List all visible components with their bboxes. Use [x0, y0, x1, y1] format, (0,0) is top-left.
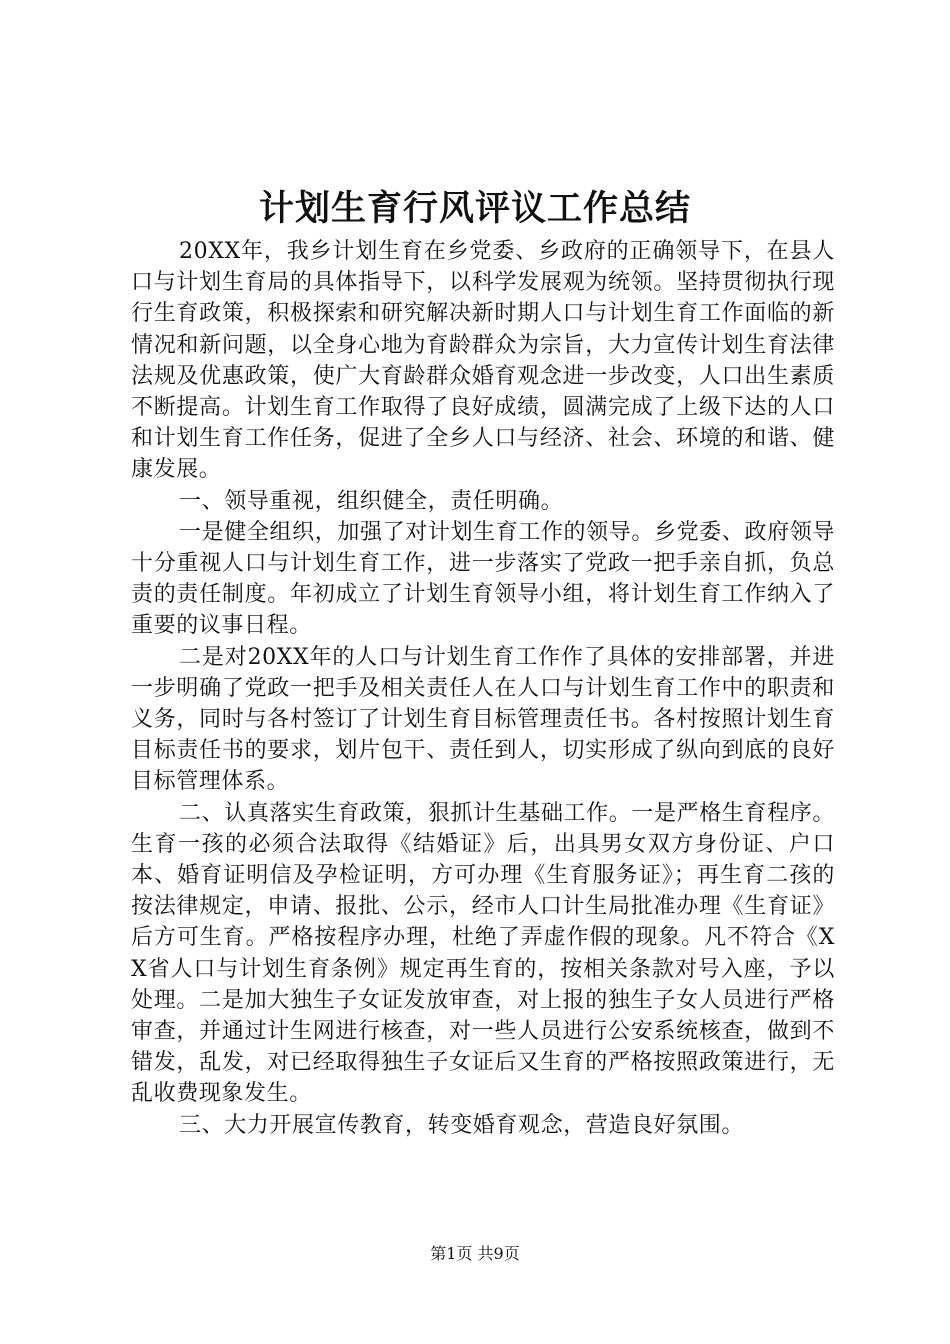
- document-title: 计划生育行风评议工作总结: [258, 188, 691, 229]
- paragraph-organization: 一是健全组织，加强了对计划生育工作的领导。乡党委、政府领导十分重视人口与计划生育工作，进一步落实了党政一把手亲自抓，负总责的责任制度。年初成立了计划生育领导小组，将计划生育工作纳入了重要的议事日程。: [131, 519, 835, 639]
- paragraph-intro: 20XX年，我乡计划生育在乡党委、乡政府的正确领导下，在县人口与计划生育局的具体指导下，以科学发展观为统领。坚持贯彻执行现行生育政策，积极探索和研究解决新时期人口与计划生育工作面临的新情况和新问题，以全身心地为育龄群众为宗旨，大力宣传计划生育法律法规及优惠政策，使广大育龄群众婚育观念进一步改变，人口出生素质不断提高。计划生育工作取得了良好成绩，圆满完成了上级下达的人口和计划生育工作任务，促进了全乡人口与经济、社会、环境的和谐、健康发展。: [131, 239, 835, 483]
- section-heading-1: 一、领导重视，组织健全，责任明确。: [179, 488, 564, 514]
- section-heading-2: 二、认真落实生育政策，狠抓计生基础工作。一是严格生育程序。生育一孩的必须合法取得《结婚证》后，出具男女双方身份证、户口本、婚育证明信及孕检证明，方可办理《生育服务证》；再生育二孩的按法律规定，申请、报批、公示，经市人口计生局批准办理《生育证》后方可生育。严格按程序办理，杜绝了弄虚作假的现象。凡不符合《XX省人口与计划生育条例》规定再生育的，按相关条款对号入座，予以处理。二是加大独生子女证发放审查，对上报的独生子女人员进行严格审查，并通过计生网进行核查，对一些人员进行公安系统核查，做到不错发，乱发，对已经取得独生子女证后又生育的严格按照政策进行，无乱收费现象发生。: [131, 800, 835, 1107]
- paragraph-deployment: 二是对20XX年的人口与计划生育工作作了具体的安排部署，并进一步明确了党政一把手及相关责任人在人口与计划生育工作中的职责和义务，同时与各村签订了计划生育目标管理责任书。各村按照计划生育目标责任书的要求，划片包干、责任到人，切实形成了纵向到底的良好目标管理体系。: [131, 644, 835, 795]
- document-body: [131, 236, 835, 1141]
- section-heading-3: 三、大力开展宣传教育，转变婚育观念，营造良好氛围。: [179, 1112, 745, 1138]
- page-number-footer: 第1页 共9页: [430, 1244, 520, 1263]
